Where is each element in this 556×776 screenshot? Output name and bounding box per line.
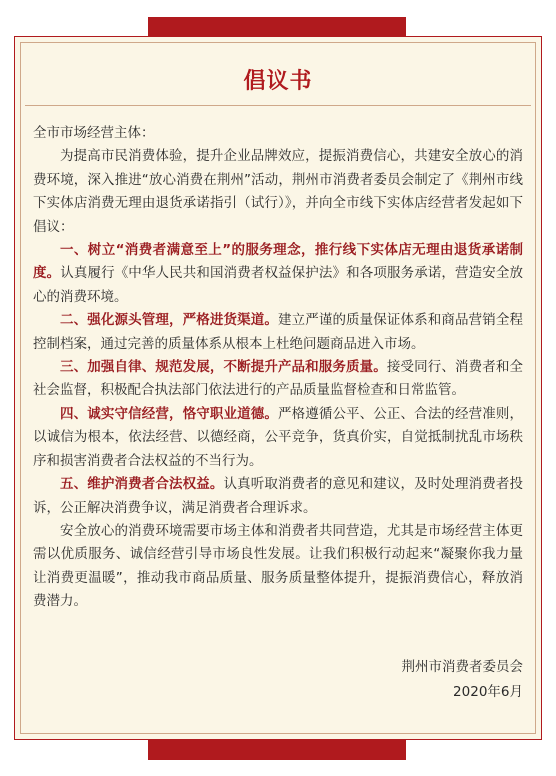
signature-block: [402, 655, 524, 705]
signature-date: 2020年6月: [453, 684, 523, 700]
title-divider: [25, 105, 531, 106]
proposal-item-5: [33, 473, 523, 520]
proposal-lead: 五、维护消费者合法权益。: [60, 476, 224, 493]
proposal-body: 严格遵循公平、公正、合法的经营准则，以诚信为根本，依法经营、以德经商，公平竞争，货真价实，自觉抵制扰乱市场秩序和损害消费者合法权益的不当行为。: [33, 405, 524, 469]
letter-paper: [14, 36, 542, 740]
proposal-body: 认真听取消费者的意见和建议，及时处理消费者投诉，公正解决消费争议，满足消费者合理诉求。: [33, 476, 524, 516]
letter-body: [33, 122, 523, 614]
proposal-item-4: [33, 403, 523, 473]
proposal-lead: 二、强化源头管理，严格进货渠道。: [60, 312, 278, 329]
proposal-body: 接受同行、消费者和全社会监督，积极配合执法部门依法进行的产品质量监督检查和日常监管。: [33, 359, 524, 399]
closing-paragraph: 安全放心的消费环境需要市场主体和消费者共同营造，尤其是市场经营主体更需以优质服务、诚信经营引导市场良性发展。让我们积极行动起来“凝聚你我力量 让消费更温暖”，推动我市商品质量、服务质量整体提升，提振消费信心，释放消费潜力。: [33, 522, 523, 610]
proposal-body: 认真履行《中华人民共和国消费者权益保护法》和各项服务承诺，营造安全放心的消费环境。: [33, 265, 524, 305]
page-title: 倡议书: [243, 69, 313, 94]
signature-org: 荆州市消费者委员会: [401, 659, 523, 675]
proposal-body: 建立严谨的质量保证体系和商品营销全程控制档案，通过完善的质量体系从根本上杜绝问题商品进入市场。: [33, 312, 524, 352]
proposal-item-1: [33, 239, 523, 309]
proposal-item-2: [33, 309, 523, 356]
proposal-item-3: [33, 356, 523, 403]
bottom-decor-bar: [148, 740, 406, 760]
top-decor-bar: [148, 17, 406, 37]
proposal-lead: 三、加强自律、规范发展，不断提升产品和服务质量。: [60, 359, 387, 376]
proposal-lead: 四、诚实守信经营，恪守职业道德。: [60, 405, 278, 422]
greeting: 全市市场经营主体：: [33, 125, 155, 141]
proposal-lead: 一、树立“消费者满意至上”的服务理念，推行线下实体店无理由退货承诺制度。: [33, 242, 523, 282]
intro-paragraph: 为提高市民消费体验，提升企业品牌效应，提振消费信心，共建安全放心的消费环境，深入推进“放心消费在荆州”活动，荆州市消费者委员会制定了《荆州市线下实体店消费无理由退货承诺指引（试行）》，并向全市线下实体店经营者发起如下倡议：: [33, 148, 523, 235]
